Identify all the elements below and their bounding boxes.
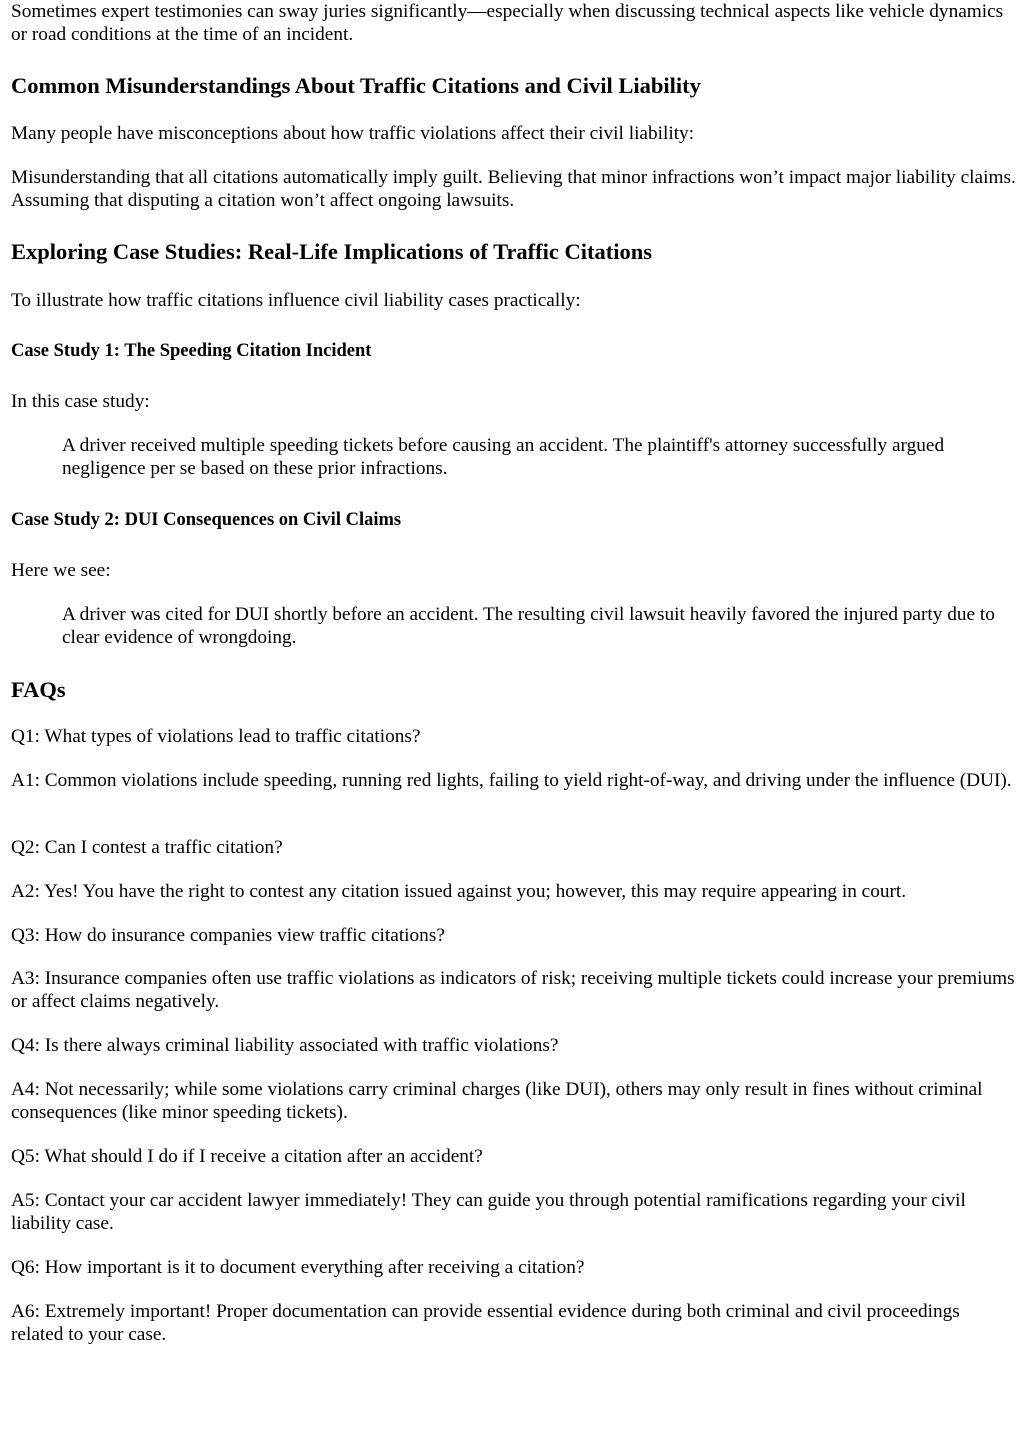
- q-case2: A driver was cited for DUI shortly before an accident. The resulting civil lawsuit heavily favored the injured party due to clear evidence of wrongdoing.: [62, 604, 995, 648]
- faq-q5: Q5: What should I do if I receive a citation after an accident?: [11, 1146, 483, 1167]
- q-case1: A driver received multiple speeding tickets before causing an accident. The plaintiff's attorney successfully argued negligence per se based on these prior infractions.: [62, 435, 945, 479]
- faq-q1: Q1: What types of violations lead to traffic citations?: [11, 726, 421, 747]
- p-misconceptions: Many people have misconceptions about how traffic violations affect their civil liability:: [11, 123, 695, 144]
- h-case-studies: Exploring Case Studies: Real-Life Implications of Traffic Citations: [11, 239, 653, 264]
- h-case1: Case Study 1: The Speeding Citation Incident: [11, 341, 372, 361]
- faq-q2: Q2: Can I contest a traffic citation?: [11, 837, 283, 858]
- faq-q6: Q6: How important is it to document everything after receiving a citation?: [11, 1257, 585, 1278]
- faq-a5: A5: Contact your car accident lawyer immediately! They can guide you through potential ramifications regarding your civil liability case.: [11, 1190, 966, 1234]
- faq-a1: A1: Common violations include speeding, running red lights, failing to yield right-of-way, and driving under the influence (DUI).: [11, 770, 1012, 791]
- p-misunderstanding-list: Misunderstanding that all citations automatically imply guilt. Believing that minor infractions won’t impact major liability claims. Assuming that disputing a citation won’t affect ongoing lawsuits.: [11, 167, 1016, 211]
- intro: Sometimes expert testimonies can sway juries significantly—especially when discussing technical aspects like vehicle dynamics or road conditions at the time of an incident.: [11, 1, 1004, 45]
- faq-a4: A4: Not necessarily; while some violations carry criminal charges (like DUI), others may only result in fines without criminal consequences (like minor speeding tickets).: [11, 1079, 983, 1123]
- h-faqs: FAQs: [11, 677, 66, 702]
- faq-q3: Q3: How do insurance companies view traffic citations?: [11, 925, 445, 946]
- h-misunderstandings: Common Misunderstandings About Traffic Citations and Civil Liability: [11, 73, 701, 98]
- faq-a2: A2: Yes! You have the right to contest any citation issued against you; however, this may require appearing in court.: [11, 881, 907, 902]
- p-illustrate: To illustrate how traffic citations influence civil liability cases practically:: [11, 290, 581, 311]
- faq-q4: Q4: Is there always criminal liability associated with traffic violations?: [11, 1035, 559, 1056]
- h-case2: Case Study 2: DUI Consequences on Civil Claims: [11, 510, 402, 530]
- faq-a3: A3: Insurance companies often use traffic violations as indicators of risk; receiving multiple tickets could increase your premiums or affect claims negatively.: [11, 968, 1015, 1012]
- p-case1-intro: In this case study:: [11, 391, 150, 412]
- faq-a6: A6: Extremely important! Proper documentation can provide essential evidence during both criminal and civil proceedings related to your case.: [11, 1301, 960, 1345]
- p-case2-intro: Here we see:: [11, 560, 111, 581]
